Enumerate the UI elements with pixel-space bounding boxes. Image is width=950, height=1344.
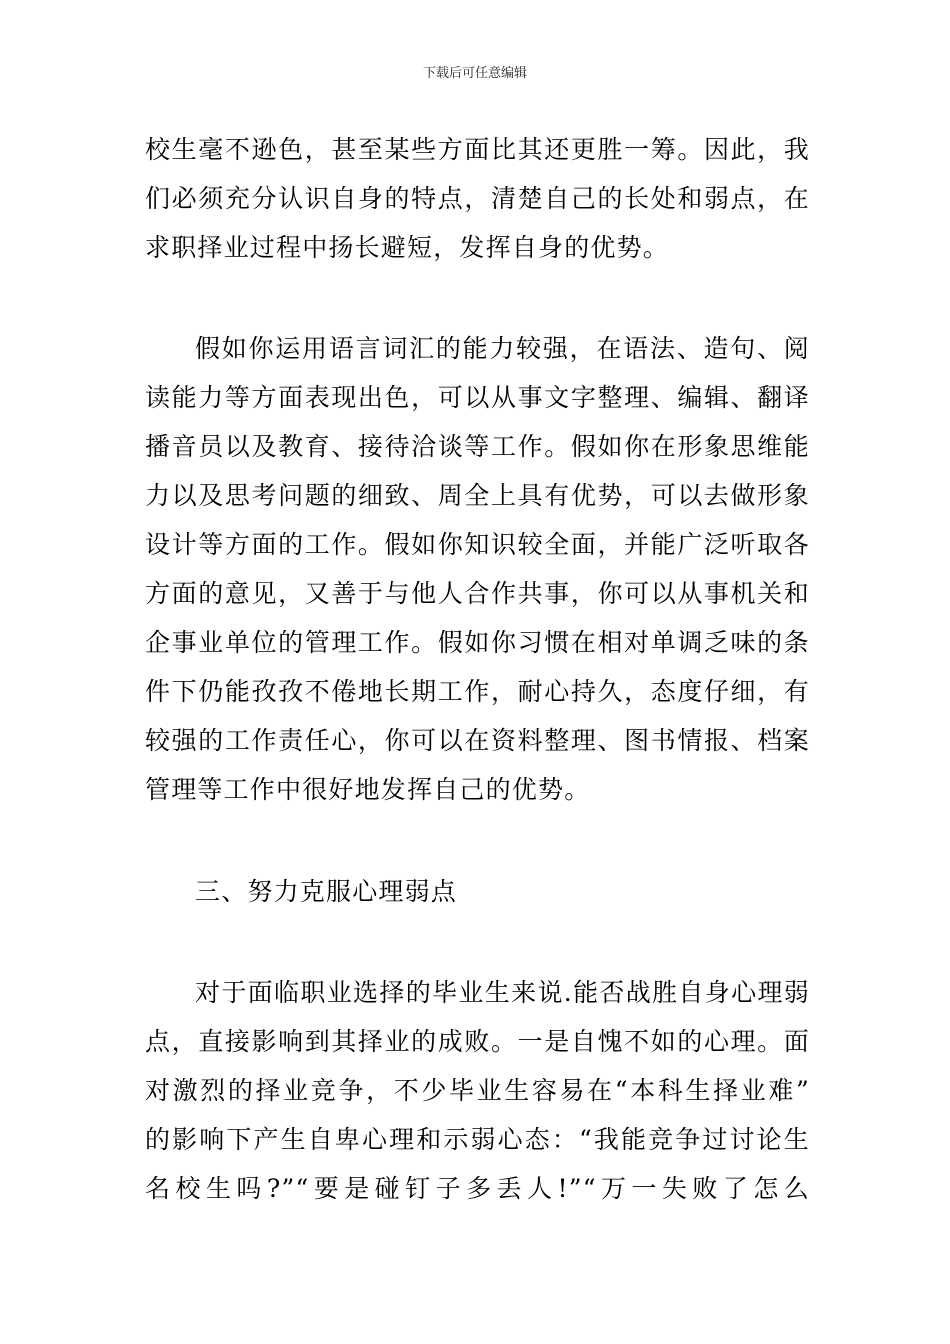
paragraph-1-line-2: 们必须充分认识自身的特点，清楚自己的长处和弱点，在	[145, 184, 810, 213]
paragraph-2-line-8: 件下仍能孜孜不倦地长期工作，耐心持久，态度仔细，有	[145, 677, 810, 706]
paragraph-3-line-3: 对激烈的择业竞争，不少毕业生容易在“本科生择业难”	[145, 1076, 810, 1105]
header-note: 下载后可任意编辑	[422, 66, 527, 81]
paragraph-3-line-2: 点，直接影响到其择业的成败。一是自愧不如的心理。面	[145, 1027, 810, 1056]
paragraph-2-line-2: 读能力等方面表现出色，可以从事文字整理、编辑、翻译	[145, 383, 810, 412]
paragraph-2-line-10: 管理等工作中很好地发挥自己的优势。	[145, 775, 591, 804]
paragraph-2-line-9: 较强的工作责任心，你可以在资料整理、图书情报、档案	[145, 726, 810, 755]
paragraph-2-line-5: 设计等方面的工作。假如你知识较全面，并能广泛听取各	[145, 530, 810, 559]
paragraph-3-line-5: 名校生吗?”“要是碰钉子多丢人!”“万一失败了怎么	[145, 1174, 810, 1203]
paragraph-3-line-4: 的影响下产生自卑心理和示弱心态：“我能竞争过讨论生	[145, 1125, 810, 1154]
paragraph-2-line-7: 企事业单位的管理工作。假如你习惯在相对单调乏味的条	[145, 628, 810, 657]
paragraph-2-line-3: 播音员以及教育、接待洽谈等工作。假如你在形象思维能	[145, 432, 810, 461]
paragraph-3-line-1: 对于面临职业选择的毕业生来说.能否战胜自身心理弱	[195, 978, 810, 1007]
paragraph-1-line-3: 求职择业过程中扬长避短，发挥自身的优势。	[145, 233, 670, 262]
section-heading: 三、努力克服心理弱点	[195, 877, 458, 906]
paragraph-1-line-1: 校生毫不逊色，甚至某些方面比其还更胜一筹。因此，我	[145, 135, 810, 164]
paragraph-2-line-1: 假如你运用语言词汇的能力较强，在语法、造句、阅	[195, 334, 810, 363]
paragraph-2-line-6: 方面的意见，又善于与他人合作共事，你可以从事机关和	[145, 579, 810, 608]
paragraph-2-line-4: 力以及思考问题的细致、周全上具有优势，可以去做形象	[145, 481, 810, 510]
